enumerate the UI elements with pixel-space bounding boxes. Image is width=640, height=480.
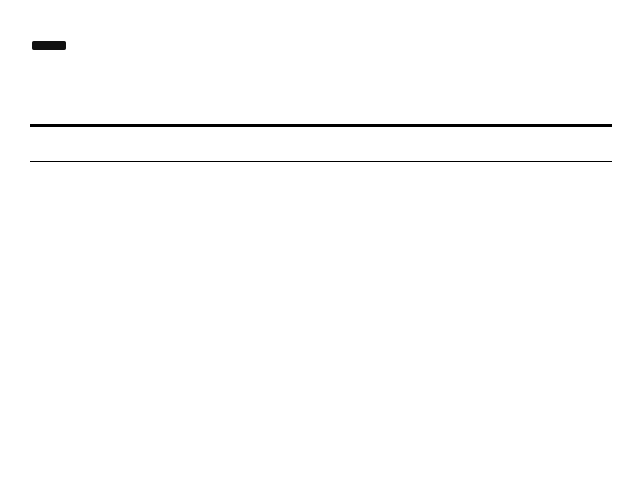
- table-row: [31, 126, 612, 127]
- cell-usage: [552, 126, 612, 127]
- results-table: [30, 124, 612, 127]
- divider-line: [30, 161, 612, 162]
- note-item: [30, 228, 620, 237]
- note-item: [30, 252, 620, 261]
- note-item: [30, 208, 620, 226]
- note-item: [30, 195, 620, 204]
- note-item: [30, 174, 620, 192]
- cell-tolerance: [490, 126, 552, 127]
- cell-chinese: [258, 126, 442, 127]
- cell-english: [31, 126, 259, 127]
- cell-concentration: [442, 126, 490, 127]
- official-seal-stamp: [488, 282, 600, 394]
- owner-name-row: [30, 40, 66, 52]
- note-item: [30, 240, 620, 249]
- note-item: [30, 263, 620, 272]
- redacted-name: [32, 41, 66, 50]
